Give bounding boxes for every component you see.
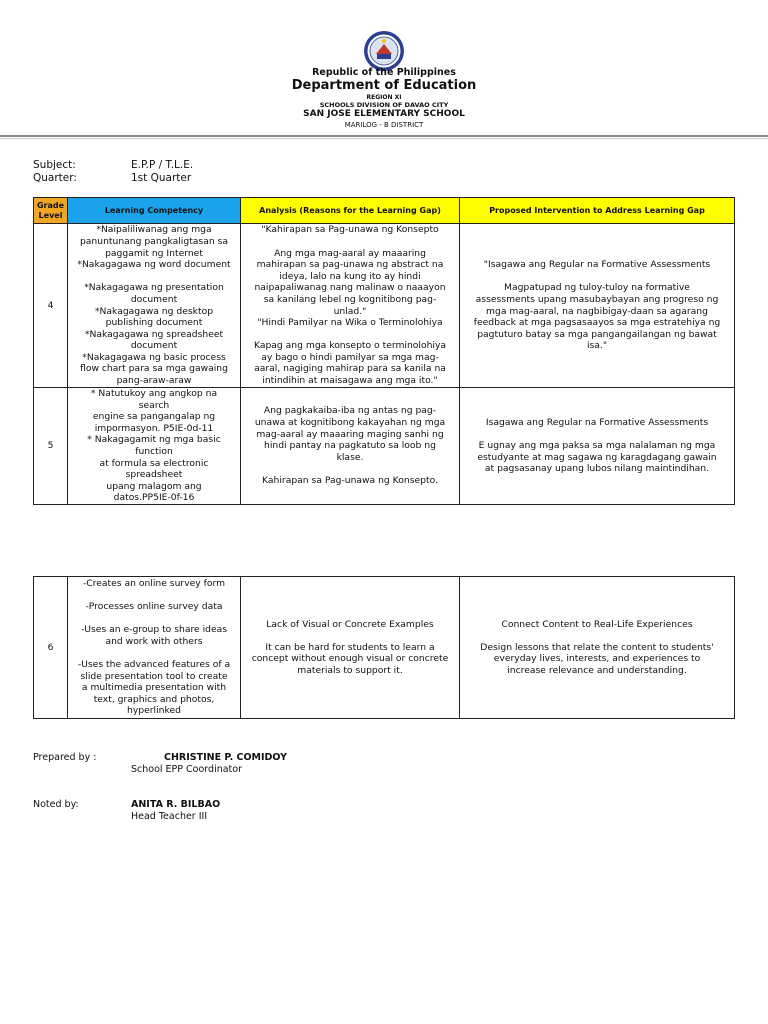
cell-line: Kahirapan sa Pag-unawa ng Konsepto. bbox=[262, 474, 438, 486]
cell-line: a multimedia presentation with bbox=[81, 682, 227, 694]
table-row bbox=[34, 577, 735, 719]
noted-by-title: Head Teacher III bbox=[131, 811, 208, 822]
cell-line bbox=[462, 630, 732, 642]
cell-line: Connect Content to Real-Life Experiences bbox=[501, 618, 693, 630]
cell-line bbox=[70, 271, 238, 283]
cell-line: * Natutukoy ang angkop na bbox=[90, 388, 218, 400]
cell-line: klase. bbox=[336, 451, 364, 463]
cell-line: feedback at mga pagsasaayos sa mga estratehiya ng bbox=[473, 317, 721, 329]
cell-line: panuntunang pangkaligtasan sa bbox=[79, 235, 229, 247]
analysis-cell bbox=[241, 224, 460, 388]
cell-line bbox=[462, 429, 732, 441]
cell-line bbox=[243, 329, 457, 341]
cell-line: sa kanilang lebel ng kognitibong pag- bbox=[263, 293, 437, 305]
header-region: REGION XI bbox=[366, 94, 402, 101]
cell-line: materials to support it. bbox=[297, 664, 403, 676]
cell-line: -Uses the advanced features of a bbox=[77, 659, 231, 671]
cell-line: Kapag ang mga konsepto o terminolohiya bbox=[253, 340, 447, 352]
cell-line: "Isagawa ang Regular na Formative Assessments bbox=[483, 259, 711, 271]
cell-line: ay bago o hindi pamilyar sa mga mag- bbox=[261, 351, 439, 363]
cell-line: increase relevance and understanding. bbox=[507, 664, 687, 676]
cell-line: mag-aaral ay maaaring maging sanhi ng bbox=[256, 428, 444, 440]
subject-value: E.P.P / T.L.E. bbox=[131, 159, 194, 171]
cell-line: mahirapan sa pag-unawa ng abstract na bbox=[256, 259, 444, 271]
competency-cell bbox=[68, 224, 241, 388]
cell-line: estudyante at mag sagawa ng karagdagang gawain bbox=[477, 451, 717, 463]
cell-line bbox=[243, 236, 457, 248]
header-division: SCHOOLS DIVISION OF DAVAO CITY bbox=[319, 101, 449, 109]
cell-line: engine sa pangangalap ng bbox=[92, 411, 216, 423]
cell-line: Isagawa ang Regular na Formative Assessments bbox=[485, 417, 709, 429]
cell-line: "Hindi Pamilyar na Wika o Terminolohiya bbox=[257, 317, 443, 329]
prepared-by-label: Prepared by : bbox=[33, 752, 97, 763]
cell-line: intindihin at maisagawa ang mga ito." bbox=[262, 375, 438, 387]
cell-line: -Processes online survey data bbox=[85, 601, 223, 613]
competency-cell bbox=[68, 577, 241, 719]
cell-line: publishing document bbox=[105, 317, 203, 329]
analysis-cell bbox=[241, 577, 460, 719]
intervention-cell bbox=[460, 388, 735, 505]
analysis-cell bbox=[241, 388, 460, 505]
cell-line: text, graphics and photos, bbox=[93, 693, 215, 705]
quarter-label: Quarter: bbox=[33, 172, 77, 184]
cell-line: Magpatupad ng tuloy-tuloy na formative bbox=[504, 282, 690, 294]
cell-line: and work with others bbox=[105, 635, 203, 647]
grade-level-cell: 5 bbox=[34, 388, 68, 505]
cell-line: everyday lives, interests, and experiences to bbox=[493, 653, 701, 665]
cell-line: pagtuturo batay sa mga pangangailangan ng bawat bbox=[477, 328, 717, 340]
cell-line: at pagsasanay upang lubos nilang maintindihan. bbox=[484, 463, 710, 475]
intervention-cell bbox=[460, 577, 735, 719]
subject-label: Subject: bbox=[33, 159, 76, 171]
table-header-row bbox=[34, 198, 735, 224]
cell-line: aaral, nagiging mahirap para sa kanila na bbox=[254, 363, 446, 375]
cell-line: pang-araw-araw bbox=[116, 375, 192, 387]
cell-line: impormasyon. P5IE-0d-11 bbox=[94, 422, 214, 434]
cell-line: -Creates an online survey form bbox=[82, 577, 226, 589]
cell-line: upang malagom ang bbox=[106, 480, 202, 492]
table-row bbox=[34, 388, 735, 505]
cell-line: *Nakagagawa ng presentation bbox=[84, 282, 224, 294]
deped-seal-icon bbox=[363, 30, 405, 72]
noted-by-name: ANITA R. BILBAO bbox=[131, 799, 221, 810]
cell-line: *Naipaliliwanag ang mga bbox=[96, 224, 212, 236]
header-divider-thin bbox=[0, 138, 768, 139]
cell-line: paggamit ng Internet bbox=[105, 247, 203, 259]
cell-line: flow chart para sa mga gawaing bbox=[80, 363, 228, 375]
cell-line: at formula sa electronic bbox=[99, 457, 209, 469]
cell-line: -Uses an e-group to share ideas bbox=[80, 624, 228, 636]
prepared-by-name: CHRISTINE P. COMIDOY bbox=[164, 752, 288, 763]
grade-level-cell: 6 bbox=[34, 577, 68, 719]
learning-gap-table-continued bbox=[33, 576, 735, 719]
cell-line: *Nakagagawa ng basic process bbox=[82, 351, 226, 363]
cell-line: hindi pantay na pagkatuto sa loob ng bbox=[264, 440, 436, 452]
noted-by-label: Noted by: bbox=[33, 799, 79, 810]
cell-line: ideya, lalo na kung ito ay hindi bbox=[279, 270, 421, 282]
competency-cell bbox=[68, 388, 241, 505]
cell-line: function bbox=[135, 446, 173, 457]
cell-line: slide presentation tool to create bbox=[80, 670, 228, 682]
cell-line bbox=[70, 648, 238, 660]
cell-line: isa." bbox=[586, 340, 608, 352]
cell-line: *Nakagagawa ng desktop bbox=[94, 305, 214, 317]
cell-line: assessments upang masubaybayan ang progreso ng bbox=[475, 293, 719, 305]
cell-line: document bbox=[130, 293, 178, 305]
cell-line: * Nakagagamit ng mga basic bbox=[87, 434, 221, 446]
cell-line: search bbox=[138, 399, 170, 411]
header-republic: Republic of the Philippines bbox=[312, 67, 456, 78]
cell-line: Ang mga mag-aaral ay maaaring bbox=[274, 247, 426, 259]
cell-line bbox=[70, 613, 238, 625]
cell-line: document bbox=[130, 340, 178, 352]
learning-competency-header: Learning Competency bbox=[68, 198, 241, 224]
quarter-value: 1st Quarter bbox=[131, 172, 192, 184]
cell-line: It can be hard for students to learn a bbox=[265, 641, 435, 653]
cell-line: "Kahirapan sa Pag-unawa ng Konsepto bbox=[261, 224, 439, 236]
cell-line: E ugnay ang mga paksa sa mga nalalaman ng mga bbox=[478, 440, 716, 452]
cell-line: *Nakagagawa ng word document bbox=[77, 259, 231, 271]
learning-gap-table bbox=[33, 197, 735, 505]
cell-line: Lack of Visual or Concrete Examples bbox=[266, 618, 434, 630]
cell-line bbox=[243, 463, 457, 475]
cell-line: datos.PP5IE-0f-16 bbox=[113, 492, 195, 504]
analysis-header: Analysis (Reasons for the Learning Gap) bbox=[241, 198, 460, 224]
header-divider bbox=[0, 135, 768, 137]
cell-line: unlad." bbox=[333, 305, 367, 317]
intervention-cell bbox=[460, 224, 735, 388]
cell-line: *Nakagagawa ng spreadsheet bbox=[84, 328, 224, 340]
cell-line: naipapaliwanag nang malinaw o naaayon bbox=[254, 282, 446, 294]
cell-line bbox=[462, 271, 732, 283]
header-district: MARILOG - B DISTRICT bbox=[344, 121, 424, 129]
cell-line: hyperlinked bbox=[127, 705, 181, 717]
cell-line: mga mag-aaral, na nagbibigay-daan sa agarang bbox=[486, 305, 708, 317]
cell-line bbox=[70, 590, 238, 602]
cell-line: unawa at kognitibong kakayahan ng mga bbox=[254, 417, 446, 429]
header-school: SAN JOSE ELEMENTARY SCHOOL bbox=[303, 109, 465, 119]
grade-level-header: Grade Level bbox=[34, 198, 68, 224]
cell-line: spreadsheet bbox=[125, 469, 183, 481]
prepared-by-title: School EPP Coordinator bbox=[131, 764, 242, 775]
cell-line: Ang pagkakaiba-iba ng antas ng pag- bbox=[263, 405, 437, 417]
intervention-header: Proposed Intervention to Address Learning Gap bbox=[460, 198, 735, 224]
cell-line: concept without enough visual or concrete bbox=[251, 653, 449, 665]
grade-level-cell: 4 bbox=[34, 224, 68, 388]
table-row bbox=[34, 224, 735, 388]
cell-line: Design lessons that relate the content to students' bbox=[480, 641, 714, 653]
cell-line bbox=[243, 630, 457, 642]
header-department: Department of Education bbox=[291, 78, 477, 93]
